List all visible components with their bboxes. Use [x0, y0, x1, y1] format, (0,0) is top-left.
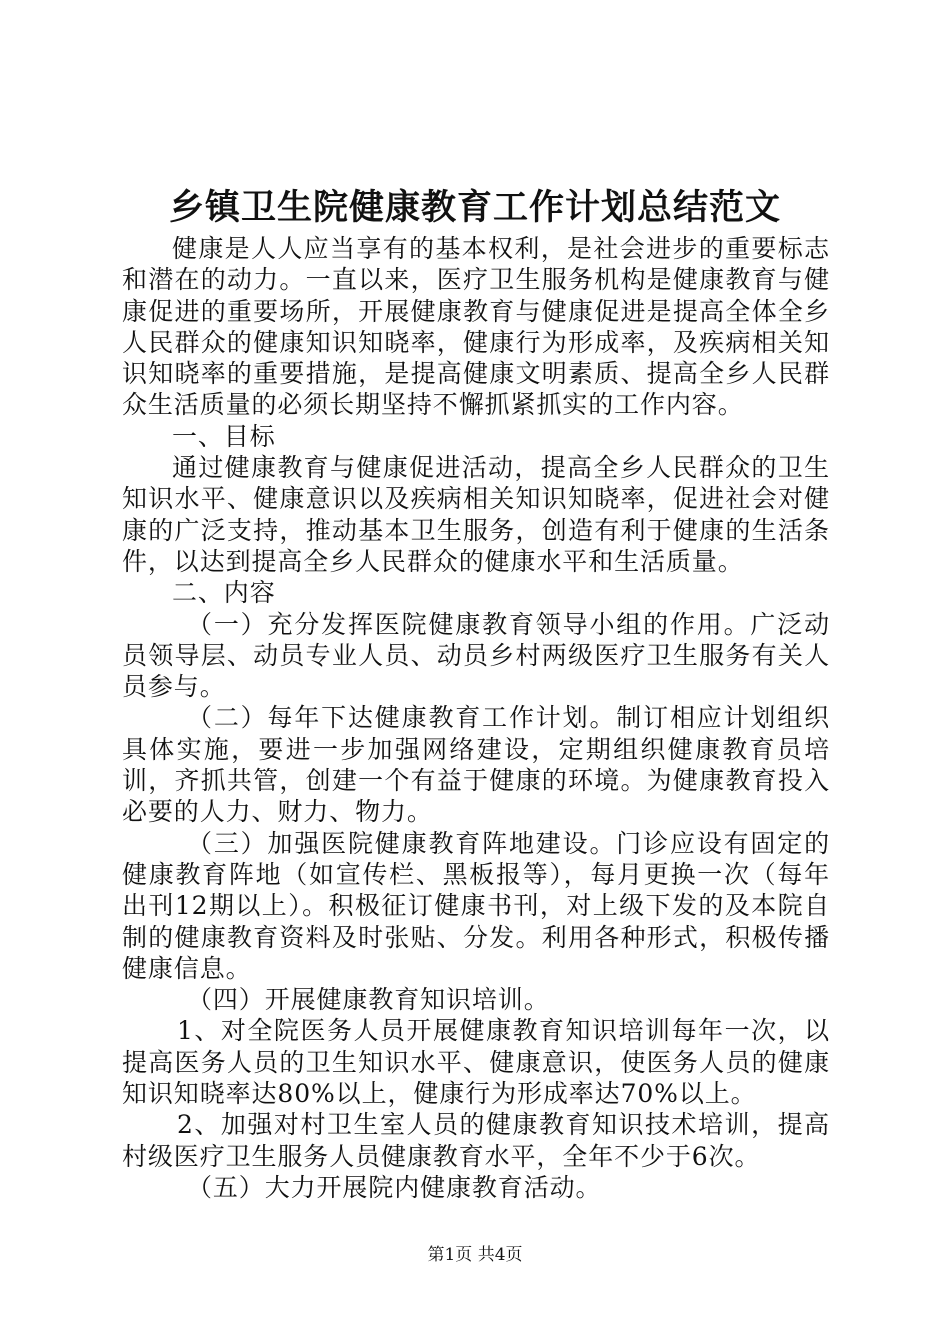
paragraph-intro: 健康是人人应当享有的基本权利，是社会进步的重要标志和潜在的动力。一直以来，医疗卫生服务机构是健康教育与健康促进的重要场所，开展健康教育与健康促进是提高全体全乡人民群众的健康知识知晓率，健康行为形成率，及疾病相关知识知晓率的重要措施，是提高健康文明素质、提高全乡人民群众生活质量的必须长期坚持不懈抓紧抓实的工作内容。 [122, 234, 830, 420]
paragraph-item-5: （五）大力开展院内健康教育活动。 [187, 1172, 602, 1202]
section-heading-goals: 一、目标 [172, 421, 276, 451]
paragraph-goals: 通过健康教育与健康促进活动，提高全乡人民群众的卫生知识水平、健康意识以及疾病相关知识知晓率，促进社会对健康的广泛支持，推动基本卫生服务，创造有利于健康的生活条件，以达到提高全乡人民群众的健康水平和生活质量。 [122, 453, 830, 576]
page-footer: 第1页 共4页 [427, 1245, 523, 1265]
section-heading-content: 二、内容 [172, 578, 276, 608]
paragraph-item-2: （二）每年下达健康教育工作计划。制订相应计划组织具体实施，要进一步加强网络建设，定期组织健康教育员培训，齐抓共管，创建一个有益于健康的环境。为健康教育投入必要的人力、财力、物力。 [122, 703, 830, 827]
paragraph-item-4: （四）开展健康教育知识培训。 [187, 985, 550, 1015]
document-body [122, 233, 830, 1203]
paragraph-item-1: （一）充分发挥医院健康教育领导小组的作用。广泛动员领导层、动员专业人员、动员乡村两级医疗卫生服务有关人员参与。 [122, 609, 830, 702]
paragraph-item-3: （三）加强医院健康教育阵地建设。门诊应设有固定的健康教育阵地（如宣传栏、黑板报等），每月更换一次（每年出刊12期以上）。积极征订健康书刊，对上级下发的及本院自制的健康教育资料及时张贴、分发。利用各种形式，积极传播健康信息。 [122, 828, 830, 983]
paragraph-subitem-2: 2、加强对村卫生室人员的健康教育知识技术培训，提高村级医疗卫生服务人员健康教育水平，全年不少于6次。 [122, 1110, 830, 1171]
paragraph-subitem-1: 1、对全院医务人员开展健康教育知识培训每年一次，以提高医务人员的卫生知识水平、健康意识，使医务人员的健康知识知晓率达80%以上，健康行为形成率达70%以上。 [122, 1016, 830, 1109]
document-title: 乡镇卫生院健康教育工作计划总结范文 [168, 187, 781, 228]
